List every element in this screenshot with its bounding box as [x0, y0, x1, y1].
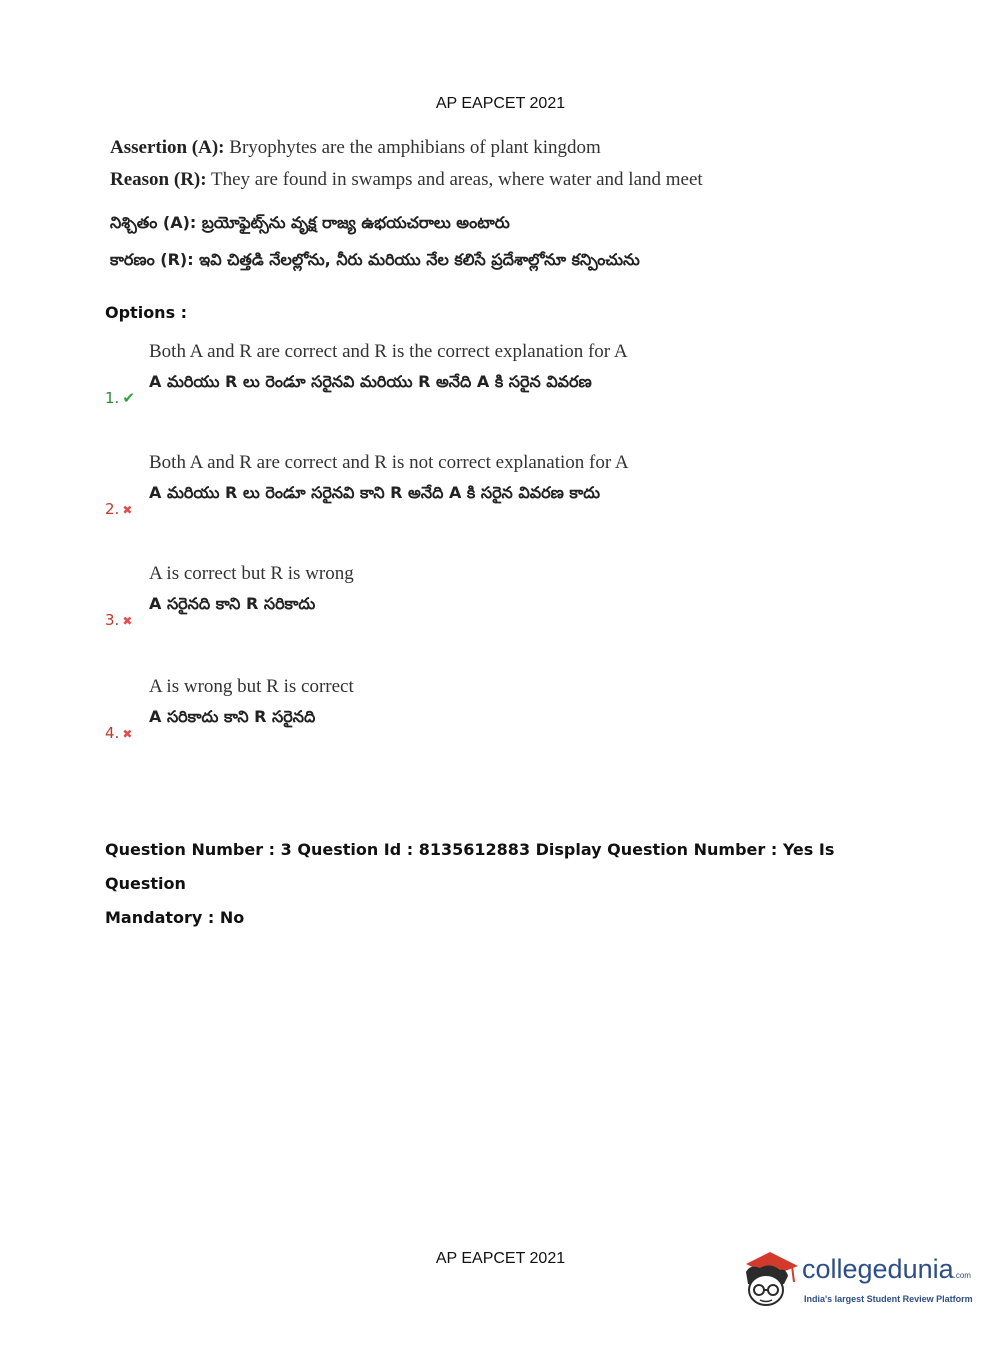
assertion-text: Bryophytes are the amphibians of plant kingdom — [229, 137, 601, 158]
option-number: 3. ✖ — [105, 611, 133, 629]
option-telugu: A సరికాదు కాని R సరైనది — [149, 707, 316, 726]
option-2 — [105, 448, 865, 518]
option-text — [149, 337, 628, 397]
option-number: 4. ✖ — [105, 724, 133, 742]
option-english: Both A and R are correct and R is the correct explanation for A — [149, 341, 628, 362]
assertion-line — [110, 132, 870, 164]
cross-icon: ✖ — [122, 503, 133, 517]
option-telugu: A మరియు R లు రెండూ సరైనవి కాని R అనేది A కి సరైన వివరణ కాదు — [149, 483, 601, 502]
cross-icon: ✖ — [122, 614, 133, 628]
assertion-label: Assertion (A): — [110, 137, 225, 158]
cross-icon: ✖ — [122, 727, 133, 741]
option-1 — [105, 337, 865, 407]
reason-line — [110, 164, 870, 196]
question-text-block — [110, 132, 870, 278]
logo-tagline: India's largest Student Review Platform — [804, 1294, 973, 1304]
reason-label: Reason (R): — [110, 169, 207, 190]
collegedunia-logo[interactable] — [740, 1248, 973, 1314]
reason-telugu: కారణం (R): ఇవి చిత్తడి నేలల్లోను, నీరు మరియు నేల కలిసే ప్రదేశాల్లోనూ కన్పించును — [110, 250, 640, 269]
options-label: Options : — [105, 303, 188, 322]
option-english: A is correct but R is wrong — [149, 563, 354, 584]
option-telugu: A సరైనది కాని R సరికాదు — [149, 594, 316, 613]
option-telugu: A మరియు R లు రెండూ సరైనవి మరియు R అనేది A కి సరైన వివరణ — [149, 372, 592, 391]
option-text — [149, 448, 629, 508]
option-english: A is wrong but R is correct — [149, 676, 354, 697]
question-metadata-line2: Mandatory : No — [105, 908, 245, 927]
option-3 — [105, 559, 865, 629]
option-english: Both A and R are correct and R is not correct explanation for A — [149, 452, 629, 473]
page-header-title: AP EAPCET 2021 — [435, 95, 566, 112]
question-metadata-line1: Question Number : 3 Question Id : 8135612883 Display Question Number : Yes Is Question — [105, 840, 835, 893]
check-icon: ✔ — [122, 389, 135, 407]
assertion-telugu: నిశ్చితం (A): బ్రయోఫైట్స్‌ను వృక్ష రాజ్య ఉభయచరాలు అంటారు — [110, 213, 510, 232]
option-number: 2. ✖ — [105, 500, 133, 518]
option-text — [149, 559, 354, 619]
student-mascot-icon — [740, 1248, 800, 1310]
option-4 — [105, 672, 865, 742]
logo-wordmark: collegedunia.com — [802, 1254, 971, 1284]
question-metadata — [105, 833, 905, 935]
page-footer-title: AP EAPCET 2021 — [435, 1250, 566, 1267]
option-number: 1. ✔ — [105, 389, 135, 407]
option-text — [149, 672, 354, 732]
reason-text: They are found in swamps and areas, where water and land meet — [211, 169, 703, 190]
